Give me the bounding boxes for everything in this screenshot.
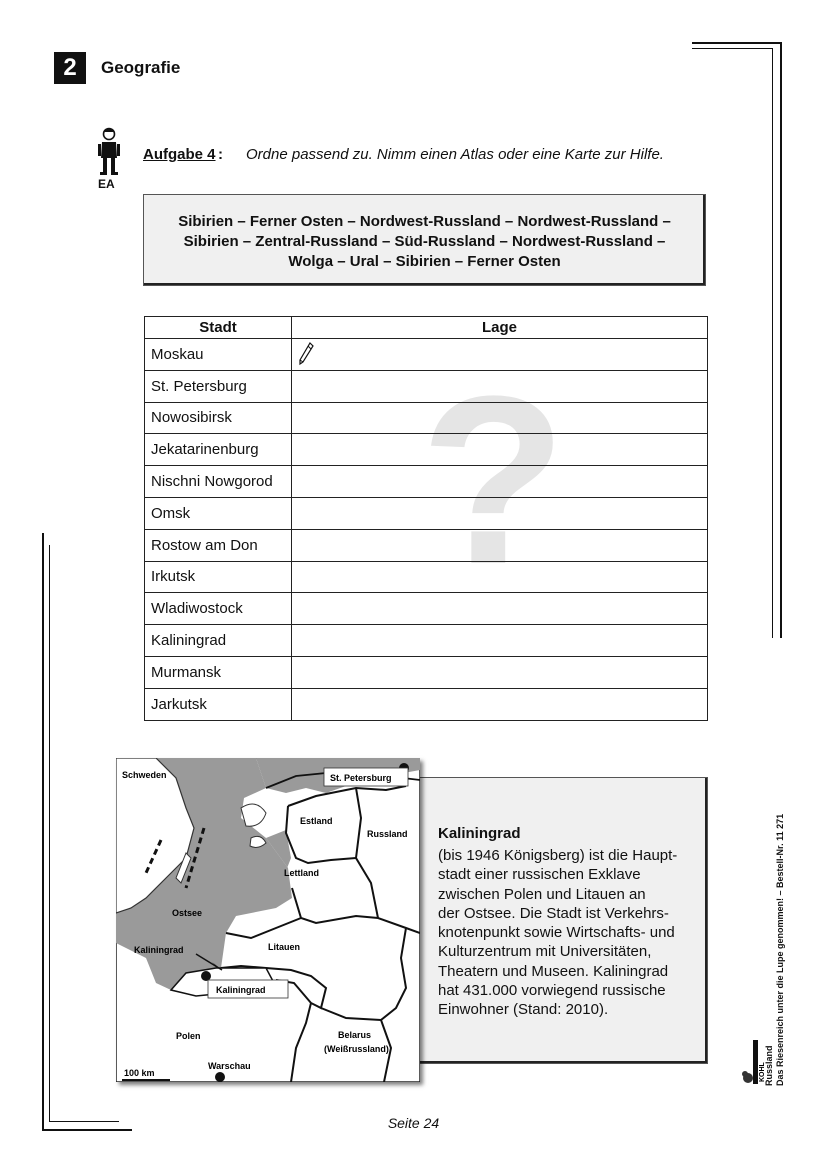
page-number: Seite 24 xyxy=(387,1115,440,1131)
word-box-line: Sibirien – Ferner Osten – Nordwest-Russland – Nordwest-Russland – xyxy=(178,213,671,230)
frame-right-line-2 xyxy=(772,48,773,638)
city-cell: Nischni Nowgorod xyxy=(145,466,292,498)
city-cell: Wladiwostock xyxy=(145,593,292,625)
pencil-icon xyxy=(298,342,314,366)
table-row xyxy=(145,497,708,529)
frame-top-line-2 xyxy=(692,48,772,49)
map-label-belarus: Belarus xyxy=(338,1030,372,1040)
table-row xyxy=(145,370,708,402)
publisher-sidebar xyxy=(764,814,786,1086)
lage-cell[interactable] xyxy=(292,625,708,657)
map-label-estland: Estland xyxy=(300,816,333,826)
ea-badge: EA xyxy=(98,177,115,191)
table-row xyxy=(145,529,708,561)
map-label-russland: Russland xyxy=(367,829,408,839)
table-row xyxy=(145,402,708,434)
map-label-litauen: Litauen xyxy=(268,942,301,952)
task-colon: : xyxy=(218,146,223,163)
map-label-schweden: Schweden xyxy=(122,770,167,780)
sidebar-line-1: Russland xyxy=(764,1045,774,1086)
info-line: Einwohner (Stand: 2010). xyxy=(438,1001,609,1019)
column-header-stadt: Stadt xyxy=(145,317,292,339)
lage-cell[interactable] xyxy=(292,402,708,434)
table-row xyxy=(145,434,708,466)
frame-left-line-1 xyxy=(42,533,44,1131)
map-scale-label: 100 km xyxy=(124,1068,155,1078)
city-cell: Jekatarinenburg xyxy=(145,434,292,466)
lage-cell[interactable] xyxy=(292,561,708,593)
map-label-weissrussland: (Weißrussland) xyxy=(324,1044,389,1054)
lage-cell[interactable] xyxy=(292,434,708,466)
lage-cell[interactable] xyxy=(292,593,708,625)
lage-cell[interactable] xyxy=(292,466,708,498)
table-row xyxy=(145,466,708,498)
lage-cell[interactable] xyxy=(292,370,708,402)
word-box-line: Sibirien – Zentral-Russland – Süd-Russland – Nordwest-Russland – xyxy=(183,233,666,250)
city-cell: Jarkutsk xyxy=(145,688,292,720)
word-box-line: Wolga – Ural – Sibirien – Ferner Osten xyxy=(288,253,561,270)
chapter-number: 2 xyxy=(54,52,86,84)
info-line: (bis 1946 Königsberg) ist die Haupt- xyxy=(438,847,678,864)
word-box xyxy=(143,194,706,286)
lage-cell[interactable] xyxy=(292,688,708,720)
map-label-st-petersburg: St. Petersburg xyxy=(330,773,392,783)
city-cell: Nowosibirsk xyxy=(145,402,292,434)
info-text xyxy=(438,846,700,1020)
table-row xyxy=(145,625,708,657)
frame-top-line-1 xyxy=(692,42,782,44)
info-title: Kaliningrad xyxy=(438,825,521,842)
frame-left-line-2 xyxy=(49,545,50,1121)
lage-cell[interactable] xyxy=(292,339,708,371)
lage-cell[interactable] xyxy=(292,656,708,688)
info-line: stadt einer russischen Exklave xyxy=(438,866,641,884)
info-line: der Ostsee. Die Stadt ist Verkehrs- xyxy=(438,904,669,922)
city-cell: Murmansk xyxy=(145,656,292,688)
baltic-map xyxy=(116,758,420,1082)
chapter-title: Geografie xyxy=(101,58,181,77)
question-mark-watermark: ? xyxy=(420,346,567,614)
info-line: zwischen Polen und Litauen an xyxy=(438,885,646,903)
info-line: Kulturzentrum mit Universitäten, xyxy=(438,943,652,961)
city-cell: Irkutsk xyxy=(145,561,292,593)
map-label-warschau: Warschau xyxy=(208,1061,251,1071)
frame-right-line-1 xyxy=(780,42,782,638)
single-work-icon xyxy=(96,126,122,178)
table-row xyxy=(145,339,708,371)
map-label-kaliningrad-top: Kaliningrad xyxy=(134,945,184,955)
info-line: Theatern und Museen. Kaliningrad xyxy=(438,962,669,980)
table-row xyxy=(145,656,708,688)
map-label-lettland: Lettland xyxy=(284,868,319,878)
lage-cell[interactable] xyxy=(292,529,708,561)
info-line: hat 431.000 vorwiegend russische xyxy=(438,982,666,1000)
table-row xyxy=(145,561,708,593)
task-label: Aufgabe 4 xyxy=(143,146,216,163)
city-cell: Kaliningrad xyxy=(145,625,292,657)
table-row xyxy=(145,688,708,720)
column-header-lage: Lage xyxy=(292,317,708,339)
map-label-polen: Polen xyxy=(176,1031,201,1041)
info-line: knotenpunkt sowie Wirtschafts- und xyxy=(438,924,675,942)
city-cell: St. Petersburg xyxy=(145,370,292,402)
sidebar-line-2: Das Riesenreich unter die Lupe genommen! – Bestell-Nr. 11 271 xyxy=(775,813,785,1086)
city-cell: Moskau xyxy=(145,339,292,371)
logo-text: KOHL xyxy=(759,1062,766,1082)
lage-cell[interactable] xyxy=(292,497,708,529)
city-cell: Rostow am Don xyxy=(145,529,292,561)
task-instruction: Ordne passend zu. Nimm einen Atlas oder eine Karte zur Hilfe. xyxy=(246,146,664,163)
publisher-logo-icon xyxy=(740,1020,766,1086)
table-row xyxy=(145,593,708,625)
city-table xyxy=(144,316,708,721)
city-cell: Omsk xyxy=(145,497,292,529)
map-label-ostsee: Ostsee xyxy=(172,908,203,918)
map-label-kaliningrad-box: Kaliningrad xyxy=(216,985,266,995)
